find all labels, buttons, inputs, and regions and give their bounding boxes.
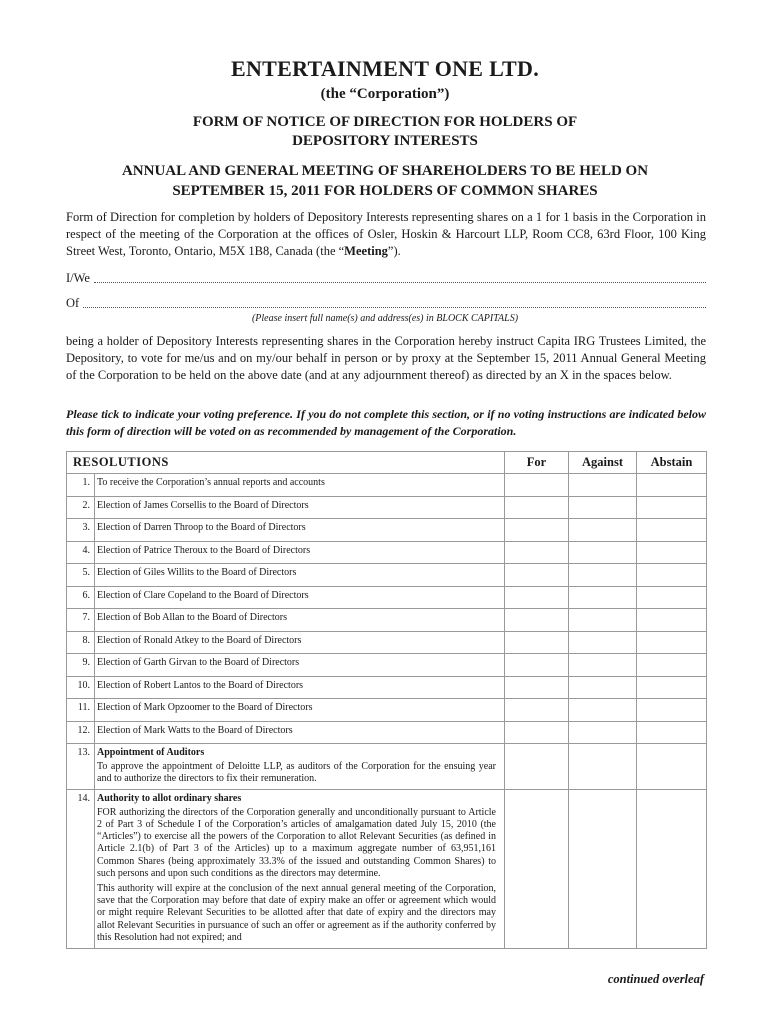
resolution-title: Authority to allot ordinary shares — [97, 792, 242, 804]
for-box[interactable] — [505, 676, 569, 699]
resolutions-header: RESOLUTIONS — [67, 452, 505, 474]
table-row — [67, 676, 707, 699]
iwe-label: I/We — [66, 271, 90, 285]
table-row — [67, 474, 707, 497]
resolution-text: Election of Robert Lantos to the Board of Directors — [95, 676, 505, 699]
resolution-number: 4. — [67, 541, 95, 564]
resolution-text — [95, 789, 505, 948]
resolution-text: Election of Mark Watts to the Board of Directors — [95, 721, 505, 744]
resolution-number: 13. — [67, 744, 95, 790]
table-row — [67, 654, 707, 677]
intro-text-end: ”). — [387, 244, 401, 258]
table-row — [67, 564, 707, 587]
continued-overleaf: continued overleaf — [607, 972, 704, 986]
resolution-number: 8. — [67, 631, 95, 654]
for-box[interactable] — [505, 496, 569, 519]
for-box[interactable] — [505, 541, 569, 564]
resolution-body: FOR authorizing the directors of the Corporation generally and unconditionally pursuant to Article 2 of Part 3 of Schedule I of the Corporation’s articles of amalgamation dated July 15, 2010 (the “Articles”) to exercise all the powers of the Corporation to allot Relevant Securities (as defined in Article 2.1(b) of Part 3 of the Articles) up to a maximum aggregate number of 63,951,161 Common Shares (being approximately 33.3% of the issued and outstanding Common Shares) to such persons and upon such conditions as the directors may determine. — [97, 806, 496, 879]
against-box[interactable] — [569, 519, 637, 542]
against-box[interactable] — [569, 654, 637, 677]
resolution-number: 3. — [67, 519, 95, 542]
abstain-box[interactable] — [637, 721, 707, 744]
for-box[interactable] — [505, 744, 569, 790]
insert-note: (Please insert full name(s) and address(es) in BLOCK CAPITALS) — [251, 313, 519, 324]
resolution-text: Election of Bob Allan to the Board of Directors — [95, 609, 505, 632]
table-row — [67, 541, 707, 564]
address-fill-line[interactable] — [83, 297, 706, 308]
form-title-line2: DEPOSITORY INTERESTS — [292, 133, 478, 149]
resolution-text: To receive the Corporation’s annual reports and accounts — [95, 474, 505, 497]
resolution-text — [95, 744, 505, 790]
abstain-box[interactable] — [637, 744, 707, 790]
table-row — [67, 609, 707, 632]
abstain-box[interactable] — [637, 541, 707, 564]
table-row — [67, 586, 707, 609]
for-box[interactable] — [505, 631, 569, 654]
abstain-box[interactable] — [637, 496, 707, 519]
for-box[interactable] — [505, 699, 569, 722]
for-box[interactable] — [505, 586, 569, 609]
abstain-box[interactable] — [637, 699, 707, 722]
resolution-number: 2. — [67, 496, 95, 519]
resolution-text: Election of Patrice Theroux to the Board of Directors — [95, 541, 505, 564]
for-header: For — [505, 452, 569, 474]
against-box[interactable] — [569, 541, 637, 564]
intro-text: Form of Direction for completion by holders of Depository Interests representing shares on a 1 for 1 basis in the Corporation in respect of the meeting of the Corporation at the offices of Osler, Hoskin & Harcourt LLP, Room CC8, 63rd Floor, 100 King Street West, Toronto, Ontario, M5X 1B8, Canada (the “ — [66, 210, 706, 258]
resolution-text: Election of Clare Copeland to the Board of Directors — [95, 586, 505, 609]
table-row — [67, 631, 707, 654]
instruction-paragraph: being a holder of Depository Interests representing shares in the Corporation hereby instruct Capita IRG Trustees Limited, the Depository, to vote for me/us and on my/our behalf in person or by proxy at the September 15, 2011 Annual General Meeting of the Corporation to be held on the above date (and at any adjournment thereof) as directed by an X in the spaces below. — [66, 334, 706, 382]
abstain-box[interactable] — [637, 676, 707, 699]
for-box[interactable] — [505, 789, 569, 948]
for-box[interactable] — [505, 474, 569, 497]
abstain-box[interactable] — [637, 519, 707, 542]
name-field-row — [66, 271, 706, 286]
for-box[interactable] — [505, 609, 569, 632]
resolution-text: Election of James Corsellis to the Board of Directors — [95, 496, 505, 519]
resolution-number: 14. — [67, 789, 95, 948]
against-box[interactable] — [569, 586, 637, 609]
resolution-text: Election of Mark Opzoomer to the Board of Directors — [95, 699, 505, 722]
resolution-number: 7. — [67, 609, 95, 632]
abstain-box[interactable] — [637, 789, 707, 948]
against-box[interactable] — [569, 721, 637, 744]
company-name: ENTERTAINMENT ONE LTD. — [231, 56, 539, 81]
against-box[interactable] — [569, 496, 637, 519]
resolution-text: Election of Giles Willits to the Board of Directors — [95, 564, 505, 587]
resolution-body: To approve the appointment of Deloitte LLP, as auditors of the Corporation for the ensuing year and to authorize the directors to fix their remuneration. — [97, 761, 496, 785]
resolutions-body — [67, 474, 707, 949]
of-label: Of — [66, 296, 80, 310]
resolution-text: Election of Garth Girvan to the Board of Directors — [95, 654, 505, 677]
table-header-row — [67, 452, 707, 474]
intro-meeting-term: Meeting — [344, 244, 388, 258]
abstain-box[interactable] — [637, 654, 707, 677]
voting-preference-note: Please tick to indicate your voting preference. If you do not complete this section, or if no voting instructions are indicated below this form of direction will be voted on as recommended by management of the Corporation. — [66, 407, 706, 438]
table-row-auditors — [67, 744, 707, 790]
resolution-number: 1. — [67, 474, 95, 497]
for-box[interactable] — [505, 654, 569, 677]
resolution-number: 10. — [67, 676, 95, 699]
abstain-box[interactable] — [637, 586, 707, 609]
resolution-number: 5. — [67, 564, 95, 587]
against-box[interactable] — [569, 744, 637, 790]
resolutions-table — [66, 451, 707, 949]
resolution-number: 9. — [67, 654, 95, 677]
table-row — [67, 699, 707, 722]
against-box[interactable] — [569, 474, 637, 497]
against-header: Against — [569, 452, 637, 474]
resolution-number: 6. — [67, 586, 95, 609]
abstain-box[interactable] — [637, 564, 707, 587]
intro-paragraph — [66, 209, 706, 260]
against-box[interactable] — [569, 789, 637, 948]
resolution-number: 12. — [67, 721, 95, 744]
abstain-box[interactable] — [637, 631, 707, 654]
corporation-alias: (the “Corporation”) — [320, 86, 450, 102]
form-title-line1: FORM OF NOTICE OF DIRECTION FOR HOLDERS OF — [192, 114, 578, 130]
abstain-box[interactable] — [637, 609, 707, 632]
address-field-row — [66, 296, 706, 311]
resolution-text: Election of Ronald Atkey to the Board of Directors — [95, 631, 505, 654]
resolution-title: Appointment of Auditors — [97, 747, 205, 758]
against-box[interactable] — [569, 676, 637, 699]
meeting-heading-line1: ANNUAL AND GENERAL MEETING OF SHAREHOLDERS TO BE HELD ON — [121, 163, 649, 179]
table-row — [67, 519, 707, 542]
form-title — [0, 113, 770, 151]
meeting-heading-line2: SEPTEMBER 15, 2011 FOR HOLDERS OF COMMON SHARES — [172, 183, 598, 199]
against-box[interactable] — [569, 631, 637, 654]
table-row — [67, 721, 707, 744]
name-fill-line[interactable] — [94, 272, 706, 283]
against-box[interactable] — [569, 699, 637, 722]
table-row-allot-shares — [67, 789, 707, 948]
meeting-heading — [0, 161, 770, 201]
table-row — [67, 496, 707, 519]
against-box[interactable] — [569, 609, 637, 632]
against-box[interactable] — [569, 564, 637, 587]
for-box[interactable] — [505, 721, 569, 744]
resolution-body-expiry: This authority will expire at the conclusion of the next annual general meeting of the Corporation, save that the Corporation may before that date of expiry make an offer or agreement which would or might require Relevant Securities to be allotted after that date of expiry and the directors may allot Relevant Securities in pursuance of such an offer or agreement as if the authority conferred by this Resolution had not expired; and — [97, 883, 496, 943]
resolution-number: 11. — [67, 699, 95, 722]
abstain-header: Abstain — [637, 452, 707, 474]
for-box[interactable] — [505, 564, 569, 587]
resolution-text: Election of Darren Throop to the Board of Directors — [95, 519, 505, 542]
abstain-box[interactable] — [637, 474, 707, 497]
for-box[interactable] — [505, 519, 569, 542]
